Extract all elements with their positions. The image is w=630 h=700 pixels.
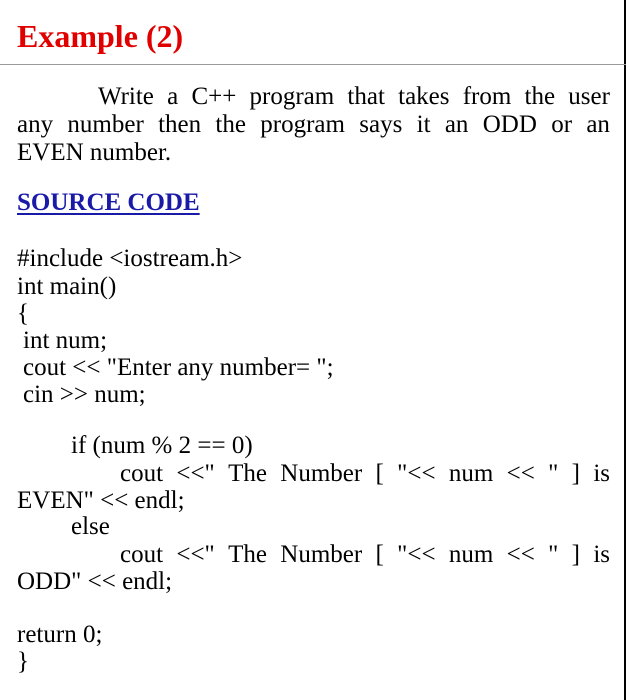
word: [ [375, 541, 384, 568]
word: cout [120, 541, 164, 568]
word: ] [571, 460, 580, 487]
word: ODD [482, 111, 537, 138]
word: << [506, 460, 535, 487]
code-line-cout-odd [120, 540, 610, 569]
right-border [624, 0, 626, 700]
word: ] [571, 541, 580, 568]
example-title: Example (2) [17, 18, 184, 54]
word: <<" [176, 460, 215, 487]
word: Number [280, 541, 363, 568]
word: a [167, 83, 179, 110]
word: from [462, 83, 512, 110]
word: << [506, 541, 535, 568]
word: num [448, 541, 494, 568]
word: cout [120, 460, 164, 487]
word: program [249, 83, 335, 110]
word: [ [375, 460, 384, 487]
word: " [548, 541, 559, 568]
word: C++ [191, 83, 237, 110]
code-line-odd-endl: ODD" << endl; [17, 568, 173, 595]
word: <<" [176, 541, 215, 568]
code-line-if: if (num % 2 == 0) [71, 432, 253, 459]
word: an [444, 111, 469, 138]
code-line-cout-prompt: cout << "Enter any number= "; [23, 354, 334, 381]
code-line-include: #include <iostream.h> [17, 245, 243, 272]
code-line-main: int main() [17, 273, 117, 300]
code-line-else: else [71, 513, 110, 540]
word: the [524, 83, 556, 110]
word: takes [398, 83, 450, 110]
word: program [260, 111, 345, 138]
description-line-2 [17, 110, 610, 139]
word: Write [98, 83, 154, 110]
description-line-1 [98, 82, 610, 111]
word: " [548, 460, 559, 487]
word: an [586, 111, 610, 138]
code-line-cout-even [120, 459, 610, 488]
word: "<< [397, 460, 436, 487]
source-code-heading: SOURCE CODE [17, 189, 200, 216]
word: is [593, 541, 610, 568]
word: says [359, 111, 403, 138]
word: The [228, 541, 267, 568]
word: number [67, 111, 144, 138]
code-line-close-brace: } [17, 648, 29, 675]
word: is [593, 460, 610, 487]
word: or [551, 111, 573, 138]
code-line-return: return 0; [17, 621, 103, 648]
code-line-open-brace: { [17, 300, 29, 327]
code-line-even-endl: EVEN" << endl; [17, 487, 185, 514]
word: "<< [397, 541, 436, 568]
word: any [17, 111, 54, 138]
word: The [228, 460, 267, 487]
word: that [347, 83, 385, 110]
code-line-cin: cin >> num; [23, 381, 146, 408]
code-line-declare: int num; [23, 327, 108, 354]
word: Number [280, 460, 363, 487]
word: then [158, 111, 202, 138]
word: num [448, 460, 494, 487]
word: it [416, 111, 431, 138]
word: the [215, 111, 246, 138]
word: user [568, 83, 610, 110]
title-divider [0, 64, 626, 65]
description-line-3: EVEN number. [17, 139, 172, 166]
